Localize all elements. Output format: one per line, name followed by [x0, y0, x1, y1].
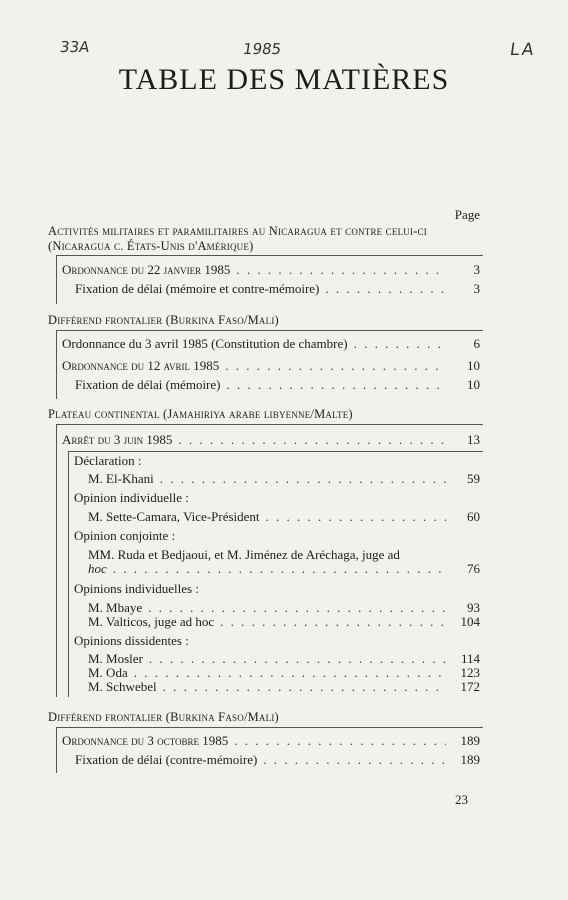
section-heading-plateau-continental: Plateau continental (Jamahiriya arabe libyenne/Malte)	[48, 407, 353, 421]
toc-entry	[75, 376, 480, 394]
section-heading-burkina-mali-2: Différend frontalier (Burkina Faso/Mali)	[48, 710, 279, 724]
subheading-opinions-individuelles: Opinions individuelles :	[74, 581, 199, 596]
page-title: TABLE DES MATIÈRES	[118, 63, 450, 96]
subheading-opinion-individuelle: Opinion individuelle :	[74, 490, 189, 505]
leader-dots	[220, 613, 446, 631]
page-column-label: Page	[454, 207, 480, 222]
entry-label: M. Oda	[88, 665, 128, 680]
toc-entry	[88, 560, 480, 578]
entry-label: Arrêt du 3 juin 1985	[62, 432, 173, 447]
entry-label: Fixation de délai (mémoire et contre-mémoire)	[75, 281, 320, 296]
subheading-declaration: Déclaration :	[74, 453, 142, 468]
leader-dots	[178, 431, 446, 449]
toc-entry	[62, 431, 480, 449]
toc-entry	[88, 678, 480, 696]
leader-dots	[225, 357, 446, 375]
handwritten-annotation-middle: 1985	[241, 40, 283, 58]
handwritten-annotation-left: 33A	[58, 38, 91, 56]
entry-label: Ordonnance du 3 octobre 1985	[62, 733, 229, 748]
entry-page: 172	[460, 679, 480, 694]
entry-label: Ordonnance du 22 janvier 1985	[62, 262, 231, 277]
leader-dots	[236, 261, 446, 279]
leader-dots	[163, 678, 446, 696]
toc-entry	[62, 261, 480, 279]
entry-page: 93	[467, 600, 480, 615]
subheading-opinion-conjointe: Opinion conjointe :	[74, 528, 176, 543]
entry-page: 10	[467, 358, 480, 373]
toc-entry	[75, 751, 480, 769]
toc-entry	[88, 470, 480, 488]
entry-label: Ordonnance du 3 avril 1985 (Constitution de chambre)	[62, 336, 348, 351]
handwritten-annotation-right: LA	[508, 40, 537, 60]
leader-dots	[263, 751, 446, 769]
entry-page: 189	[460, 752, 480, 767]
entry-page: 104	[460, 614, 480, 629]
entry-page: 3	[473, 281, 480, 296]
toc-entry	[88, 508, 480, 526]
toc-entry-line: MM. Ruda et Bedjaoui, et M. Jiménez de Aréchaga, juge ad	[88, 547, 400, 562]
leader-dots	[325, 280, 446, 298]
entry-label: hoc	[88, 561, 107, 576]
entry-page: 76	[467, 561, 480, 576]
section-heading-nicaragua: Activités militaires et paramilitaires au Nicaragua et contre celui-ci (Nicaragua c. États-Unis d'Amérique)	[48, 224, 427, 253]
entry-label: Ordonnance du 12 avril 1985	[62, 358, 220, 373]
page-number: 23	[455, 792, 468, 807]
leader-dots	[113, 560, 446, 578]
entry-label: Fixation de délai (contre-mémoire)	[75, 752, 258, 767]
toc-entry	[62, 357, 480, 375]
entry-label: Fixation de délai (mémoire)	[75, 377, 221, 392]
section-heading-burkina-mali-1: Différend frontalier (Burkina Faso/Mali)	[48, 313, 279, 327]
leader-dots	[354, 335, 446, 353]
toc-entry	[62, 732, 480, 750]
entry-label: M. Mbaye	[88, 600, 143, 615]
entry-label: M. Mosler	[88, 651, 143, 666]
leader-dots	[226, 376, 446, 394]
leader-dots	[266, 508, 446, 526]
leader-dots	[160, 470, 446, 488]
entry-page: 60	[467, 509, 480, 524]
toc-entry	[88, 613, 480, 631]
entry-page: 6	[473, 336, 480, 351]
entry-page: 13	[467, 432, 480, 447]
entry-label: M. Sette-Camara, Vice-Président	[88, 509, 260, 524]
entry-label: M. El-Khani	[88, 471, 154, 486]
entry-page: 3	[473, 262, 480, 277]
entry-page: 123	[460, 665, 480, 680]
entry-page: 59	[467, 471, 480, 486]
entry-page: 10	[467, 377, 480, 392]
entry-page: 189	[460, 733, 480, 748]
toc-entry	[62, 335, 480, 353]
subheading-opinions-dissidentes: Opinions dissidentes :	[74, 633, 189, 648]
entry-label: M. Schwebel	[88, 679, 157, 694]
leader-dots	[234, 732, 446, 750]
entry-page: 114	[460, 651, 480, 666]
entry-label: M. Valticos, juge ad hoc	[88, 614, 215, 629]
toc-entry	[75, 280, 480, 298]
